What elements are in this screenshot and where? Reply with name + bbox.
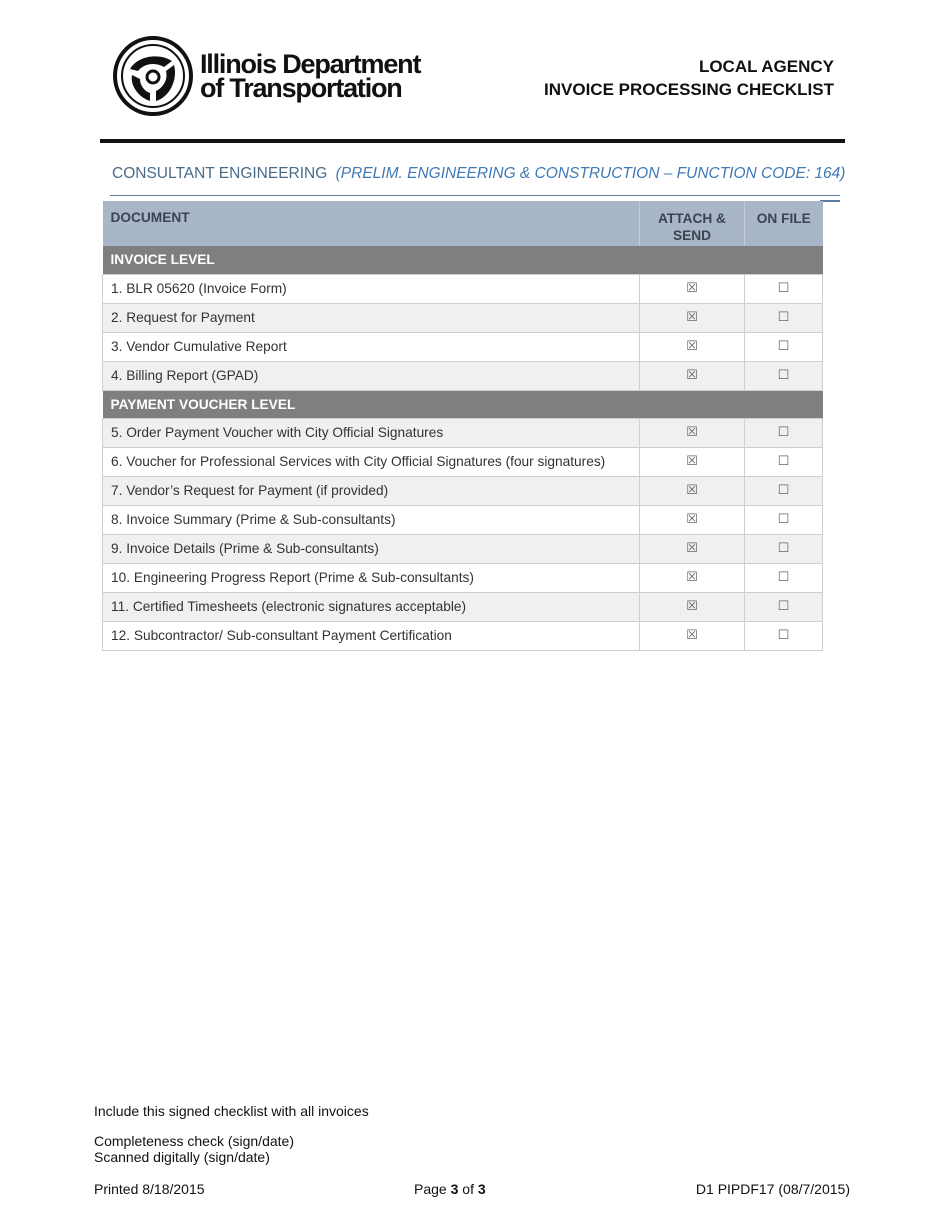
on-file-checkbox[interactable]: ☐ [745,621,823,650]
logo-wordmark [200,49,421,103]
document-label: 2. Request for Payment [103,303,640,332]
attach-header-line-2: SEND [672,228,712,243]
logo-line-1: Illinois Department [200,49,421,79]
table-header-row [103,201,823,246]
header-divider [100,139,845,143]
attach-send-checkbox[interactable]: ☒ [640,534,745,563]
on-file-checkbox[interactable]: ☐ [745,418,823,447]
document-label: 4. Billing Report (GPAD) [103,361,640,390]
table-row [103,303,823,332]
document-label: 3. Vendor Cumulative Report [103,332,640,361]
scanned-digitally-line: Scanned digitally (sign/date) [94,1149,270,1165]
section-title: CONSULTANT ENGINEERING [112,165,328,182]
invoice-checklist-table [102,201,823,651]
on-file-checkbox[interactable]: ☐ [745,274,823,303]
document-label: 8. Invoice Summary (Prime & Sub-consultants) [103,505,640,534]
attach-send-checkbox[interactable]: ☒ [640,563,745,592]
section-row-payment-voucher-level [103,390,823,418]
table-row [103,505,823,534]
page-total: 3 [477,1181,486,1197]
document-label: 12. Subcontractor/ Sub-consultant Payment Certification [103,621,640,650]
table-row [103,274,823,303]
column-header-on-file: ON FILE [745,201,823,246]
section-row-invoice-level [103,246,823,274]
document-label: 5. Order Payment Voucher with City Official Signatures [103,418,640,447]
document-label: 6. Voucher for Professional Services with City Official Signatures (four signatures) [103,447,640,476]
section-label: PAYMENT VOUCHER LEVEL [103,390,823,418]
table-row [103,332,823,361]
title-line-2: INVOICE PROCESSING CHECKLIST [544,80,834,99]
table-row [103,563,823,592]
include-checklist-note: Include this signed checklist with all invoices [94,1103,369,1119]
section-underline [110,195,840,196]
attach-send-checkbox[interactable]: ☒ [640,447,745,476]
column-header-attach-send [640,201,745,246]
on-file-checkbox[interactable]: ☐ [745,505,823,534]
attach-send-checkbox[interactable]: ☒ [640,274,745,303]
form-id: D1 PIPDF17 (08/7/2015) [695,1181,850,1197]
title-line-1: LOCAL AGENCY [698,57,834,76]
idot-emblem-icon [112,35,194,117]
section-underline-tick [820,200,840,202]
on-file-checkbox[interactable]: ☐ [745,534,823,563]
table-row [103,447,823,476]
document-label: 10. Engineering Progress Report (Prime & Sub-consultants) [103,563,640,592]
page-number [414,1181,486,1197]
document-label: 11. Certified Timesheets (electronic signatures acceptable) [103,592,640,621]
printed-date: Printed 8/18/2015 [94,1181,205,1197]
attach-send-checkbox[interactable]: ☒ [640,418,745,447]
attach-send-checkbox[interactable]: ☒ [640,303,745,332]
completeness-check-line: Completeness check (sign/date) [94,1133,294,1149]
attach-send-checkbox[interactable]: ☒ [640,361,745,390]
on-file-checkbox[interactable]: ☐ [745,361,823,390]
on-file-checkbox[interactable]: ☐ [745,476,823,505]
page-of: of [462,1181,474,1197]
document-label: 7. Vendor’s Request for Payment (if provided) [103,476,640,505]
on-file-checkbox[interactable]: ☐ [745,592,823,621]
column-header-document: DOCUMENT [103,201,640,246]
table-row [103,361,823,390]
on-file-checkbox[interactable]: ☐ [745,303,823,332]
idot-logo [112,34,421,118]
attach-send-checkbox[interactable]: ☒ [640,505,745,534]
table-row [103,621,823,650]
attach-send-checkbox[interactable]: ☒ [640,332,745,361]
table-row [103,418,823,447]
section-subtitle: (PRELIM. ENGINEERING & CONSTRUCTION – FUNCTION CODE: 164) [335,165,846,182]
on-file-checkbox[interactable]: ☐ [745,447,823,476]
document-label: 1. BLR 05620 (Invoice Form) [103,274,640,303]
table-row [103,476,823,505]
section-heading [112,165,845,183]
table-row [103,534,823,563]
page-current: 3 [450,1181,459,1197]
document-label: 9. Invoice Details (Prime & Sub-consultants) [103,534,640,563]
page-prefix: Page [414,1181,447,1197]
document-title [544,55,834,101]
attach-send-checkbox[interactable]: ☒ [640,476,745,505]
on-file-checkbox[interactable]: ☐ [745,332,823,361]
section-label: INVOICE LEVEL [103,246,823,274]
attach-send-checkbox[interactable]: ☒ [640,592,745,621]
logo-line-2: of Transportation [200,73,402,103]
attach-send-checkbox[interactable]: ☒ [640,621,745,650]
attach-header-line-1: ATTACH & [658,211,726,226]
on-file-checkbox[interactable]: ☐ [745,563,823,592]
table-row [103,592,823,621]
